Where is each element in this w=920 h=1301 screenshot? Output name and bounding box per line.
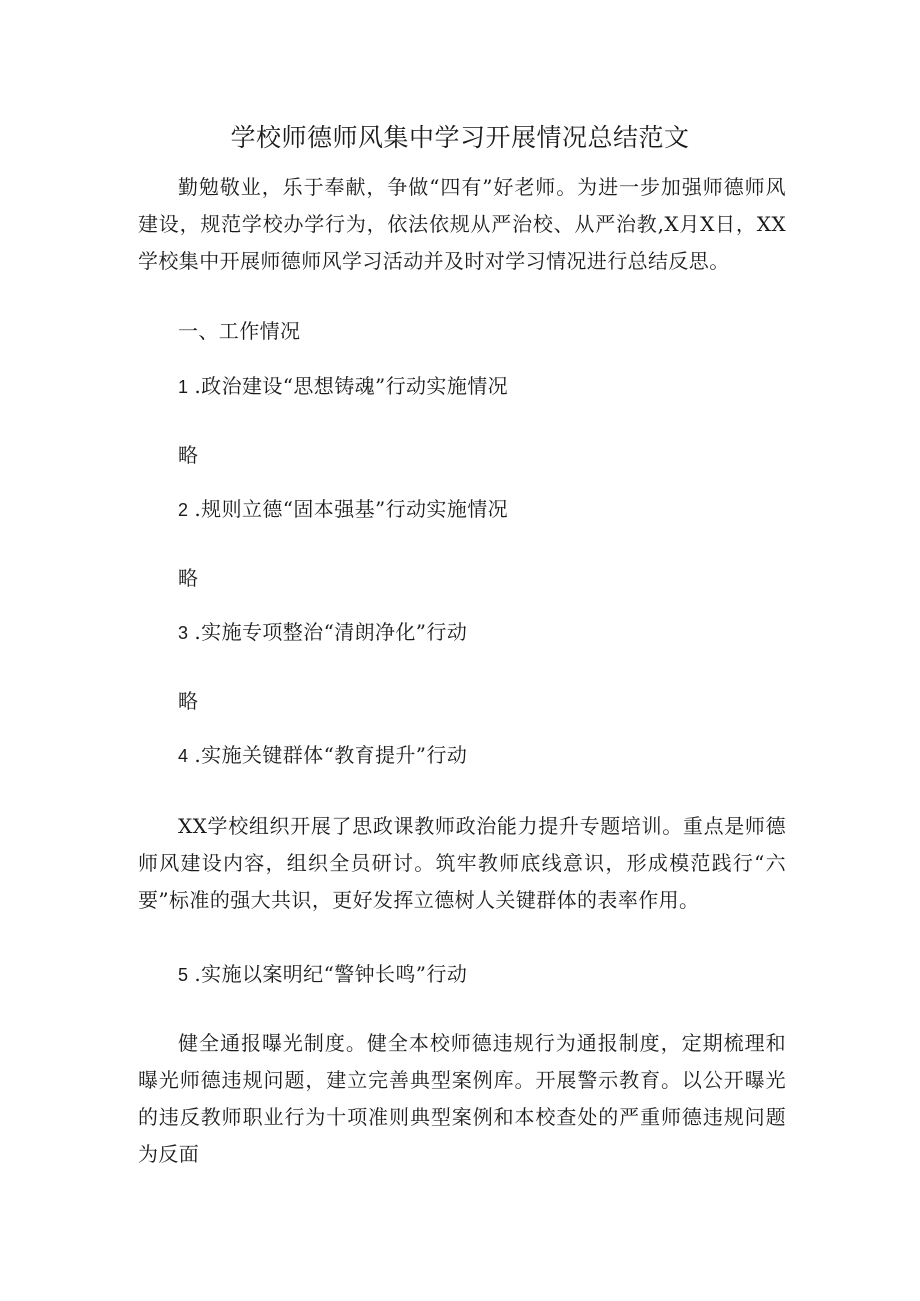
- item-heading-2: [178, 494, 508, 525]
- item-number: 4: [178, 746, 189, 766]
- item-heading-1: [178, 371, 508, 402]
- item-title: .实施以案明纪“警钟长鸣”行动: [194, 962, 468, 986]
- document-title: 学校师德师风集中学习开展情况总结范文: [230, 123, 690, 152]
- item-body-2: 略: [178, 566, 199, 590]
- item-title: .实施专项整治“清朗净化”行动: [194, 620, 468, 644]
- item-title: .实施关键群体“教育提升”行动: [194, 743, 468, 767]
- item-title: .政治建设“思想铸魂”行动实施情况: [194, 374, 509, 398]
- section-heading: 一、工作情况: [178, 319, 301, 343]
- item-heading-3: [178, 617, 467, 648]
- item-number: 1: [178, 377, 189, 397]
- item-body-4: XX学校组织开展了思政课教师政治能力提升专题培训。重点是师德师风建设内容，组织全员研讨。筑牢教师底线意识，形成模范践行“六要”标准的强大共识，更好发挥立德树人关键群体的表率作用。: [138, 814, 786, 912]
- item-number: 5: [178, 965, 189, 985]
- item-heading-4: [178, 740, 467, 771]
- item-number: 3: [178, 623, 189, 643]
- item-title: .规则立德“固本强基”行动实施情况: [194, 497, 509, 521]
- intro-paragraph: 勤勉敬业，乐于奉献，争做“四有”好老师。为进一步加强师德师风建设，规范学校办学行为，依法依规从严治校、从严治教,X月X日，XX学校集中开展师德师风学习活动并及时对学习情况进行总结反思。: [138, 175, 786, 273]
- item-body-5: 健全通报曝光制度。健全本校师德违规行为通报制度，定期梳理和曝光师德违规问题，建立完善典型案例库。开展警示教育。以公开曝光的违反教师职业行为十项准则典型案例和本校查处的严重师德违规问题为反面: [138, 1031, 786, 1166]
- item-heading-5: [178, 959, 467, 990]
- item-body-3: 略: [178, 689, 199, 713]
- item-body-1: 略: [178, 443, 199, 467]
- item-number: 2: [178, 500, 189, 520]
